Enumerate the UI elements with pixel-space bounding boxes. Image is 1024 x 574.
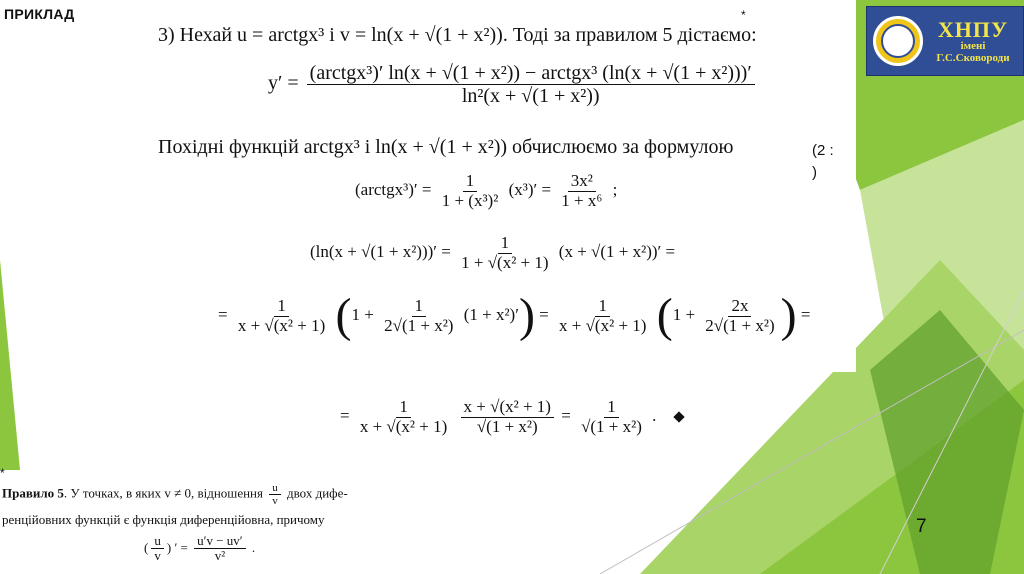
- final-frac2-den: √(1 + x²): [476, 416, 538, 436]
- expansion-paren1-b: (1 + x²)′: [463, 304, 519, 324]
- expansion-frac2-den: 2√(1 + x²): [384, 315, 454, 335]
- expansion-paren2-a: 1 +: [672, 304, 696, 324]
- ln-frac-den: 1 + √(x² + 1): [461, 252, 549, 272]
- footnote-mark-top: *: [741, 8, 746, 22]
- footnote-mark-left: *: [0, 466, 5, 480]
- expansion-frac2-num: 1: [412, 297, 427, 317]
- arctg-derivative: [355, 172, 617, 210]
- expansion-frac3-den: x + √(x² + 1): [559, 315, 647, 335]
- expansion-frac1-num: 1: [274, 297, 289, 317]
- statement-line: 3) Нехай u = arctgx³ і v = ln(x + √(1 + x²)). Тоді за правилом 5 дістаємо:: [158, 24, 757, 46]
- formula-reference: [812, 140, 834, 184]
- final-frac1-den: x + √(x² + 1): [359, 416, 448, 436]
- derivatives-intro: Похідні функцій arctgx³ і ln(x + √(1 + x²)) обчислюємо за формулою: [158, 136, 734, 158]
- y-prime-numerator: (arctgx³)′ ln(x + √(1 + x²)) − arctgx³ (ln(x + √(1 + x²)))′: [307, 62, 755, 85]
- arctg-frac2-num: 3x²: [568, 172, 596, 192]
- rule-line2: ренційовних функцій є функція диференційовна, причому: [2, 512, 325, 527]
- rule-text1: . У точках, в яких v ≠ 0, відношення: [63, 485, 263, 501]
- y-prime-lhs: y′ =: [268, 72, 299, 95]
- expansion-frac3-num: 1: [595, 297, 610, 317]
- university-logo: [866, 6, 1024, 76]
- final-result-line: [340, 398, 683, 436]
- expansion-frac4-den: 2√(1 + x²): [705, 315, 775, 335]
- ln-rhs: (x + √(1 + x²))′ =: [558, 242, 676, 262]
- rule-formula-rhs-num: u′v − uv′: [194, 534, 246, 549]
- expansion-mid: =: [539, 304, 549, 324]
- y-prime-formula: [268, 62, 758, 107]
- final-frac3-den: √(1 + x²): [581, 416, 642, 436]
- arctg-end: ;: [612, 180, 618, 200]
- rule-formula-end: .: [251, 539, 256, 555]
- rule-line1: [2, 482, 348, 507]
- ref-colon: :: [829, 142, 834, 159]
- expansion-paren1-a: 1 +: [351, 304, 374, 324]
- end-of-proof-diamond-icon: [673, 412, 684, 423]
- ln-frac-num: 1: [498, 234, 513, 254]
- rule-frac-den: v: [272, 495, 278, 508]
- page-number: 7: [916, 516, 927, 537]
- logo-line3: Г.С.Сковороди: [936, 51, 1010, 64]
- final-frac1-num: 1: [396, 398, 411, 418]
- final-start: =: [340, 406, 350, 426]
- arctg-frac2-den: 1 + x⁶: [561, 190, 603, 210]
- logo-abbreviation: ХНПУ: [937, 16, 1009, 42]
- arctg-lhs: (arctgx³)′ =: [355, 180, 432, 200]
- rule-formula-lhs-den: v: [154, 548, 161, 564]
- university-seal-icon: [873, 16, 923, 66]
- rule-formula: ( $\frac{u}{v}$ ) ′ = $\frac{u'v - uv'}{\text{v²}}$ .: [144, 533, 256, 564]
- y-prime-denominator: ln²(x + √(1 + x²)): [461, 85, 600, 107]
- logo-line2: імені: [960, 40, 986, 52]
- ref-number: (2: [812, 142, 826, 159]
- rule-formula-lhs-num: u: [151, 534, 164, 549]
- expansion-start: =: [218, 304, 228, 324]
- arctg-frac1-num: 1: [463, 172, 478, 192]
- rule-frac-num: u: [269, 482, 281, 495]
- rule-text2: двох дифе-: [286, 485, 348, 501]
- expansion-frac1-den: x + √(x² + 1): [237, 315, 326, 335]
- ln-derivative: [310, 234, 675, 272]
- ln-lhs: (ln(x + √(1 + x²)))′ =: [310, 242, 451, 262]
- arctg-frac1-den: 1 + (x³)²: [441, 190, 499, 210]
- rule-formula-rhs-den: v²: [214, 548, 226, 564]
- arctg-mid: (x³)′ =: [508, 180, 552, 200]
- final-frac2-num: x + √(x² + 1): [461, 398, 554, 418]
- ref-close: ): [812, 164, 817, 181]
- expansion-end: =: [800, 304, 811, 324]
- rule-formula-prime: ′ =: [174, 539, 188, 555]
- expansion-line: = $\frac{1}{\text{x + √(x² + 1)}}$ (1 + $\frac{1}{\text{2√(1 + x²)}}$ (1 + x²)′) = $\frac{1}{\text{x + √(x² + 1)}}$ (1 + $\frac{2x}{\text{2√(1 + x²)}}$ ) =: [218, 289, 811, 342]
- final-end: .: [652, 406, 657, 426]
- expansion-frac4-num: 2x: [728, 297, 751, 317]
- slide-title: ПРИКЛАД: [4, 6, 75, 22]
- final-mid: =: [561, 406, 571, 426]
- final-frac3-num: 1: [604, 398, 619, 418]
- rule-title: Правило 5: [2, 485, 64, 501]
